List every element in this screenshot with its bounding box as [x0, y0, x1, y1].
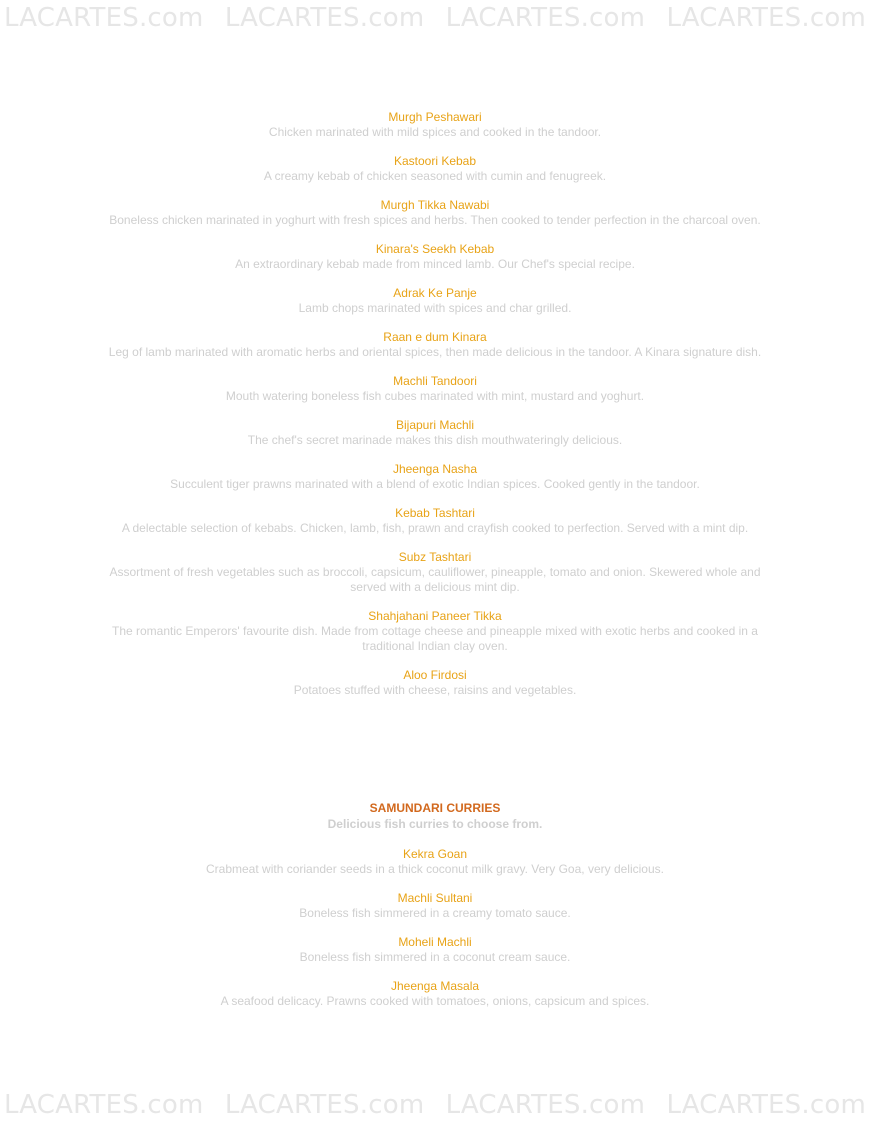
menu-item [95, 979, 775, 1009]
grill-menu-list [95, 110, 775, 712]
menu-item-name: Adrak Ke Panje [393, 286, 477, 300]
menu-item-name: Aloo Firdosi [403, 668, 467, 682]
watermark-text: LACARTES.com [4, 1090, 204, 1120]
menu-item [95, 506, 775, 536]
menu-item-description: Potatoes stuffed with cheese, raisins and vegetables. [293, 683, 577, 697]
menu-item [95, 242, 775, 272]
menu-item [95, 418, 775, 448]
menu-item-description: Mouth watering boneless fish cubes marinated with mint, mustard and yoghurt. [225, 389, 645, 403]
menu-item-name: Kastoori Kebab [393, 154, 477, 168]
menu-item [95, 935, 775, 965]
menu-item [95, 668, 775, 698]
menu-item-name: Murgh Tikka Nawabi [380, 198, 490, 212]
menu-item [95, 286, 775, 316]
menu-item-description: Chicken marinated with mild spices and cooked in the tandoor. [268, 125, 602, 139]
menu-item-description: A creamy kebab of chicken seasoned with cumin and fenugreek. [263, 169, 607, 183]
menu-item [95, 609, 775, 654]
watermark-text: LACARTES.com [224, 3, 425, 33]
menu-item-name: Jheenga Nasha [392, 462, 478, 476]
menu-item-description: Leg of lamb marinated with aromatic herbs and oriental spices, then made delicious in the tandoor. A Kinara signature dish. [108, 345, 762, 359]
menu-item-description: Succulent tiger prawns marinated with a blend of exotic Indian spices. Cooked gently in the tandoor. [170, 477, 700, 491]
menu-item [95, 462, 775, 492]
menu-item-description: Crabmeat with coriander seeds in a thick coconut milk gravy. Very Goa, very delicious. [206, 862, 664, 876]
section-title: SAMUNDARI CURRIES [369, 801, 501, 815]
menu-item-name: Kinara's Seekh Kebab [375, 242, 495, 256]
watermark-bottom [0, 1090, 870, 1124]
menu-item [95, 891, 775, 921]
menu-item-name: Moheli Machli [398, 935, 472, 949]
menu-item-description: A seafood delicacy. Prawns cooked with tomatoes, onions, capsicum and spices. [220, 994, 650, 1008]
menu-item-description: An extraordinary kebab made from minced lamb. Our Chef's special recipe. [235, 257, 635, 271]
watermark-top [0, 3, 870, 37]
menu-item [95, 330, 775, 360]
menu-item [95, 550, 775, 595]
menu-item-name: Jheenga Masala [390, 979, 480, 993]
menu-item-name: Subz Tashtari [398, 550, 472, 564]
menu-item-description: A delectable selection of kebabs. Chicken, lamb, fish, prawn and crayfish cooked to perfection. Served with a mint dip. [121, 521, 749, 535]
samundari-curries-section [95, 800, 775, 1023]
watermark-text: LACARTES.com [666, 3, 866, 33]
menu-item-description: Boneless fish simmered in a coconut cream sauce. [299, 950, 571, 964]
menu-item-name: Kebab Tashtari [395, 506, 475, 520]
menu-item [95, 847, 775, 877]
watermark-text: LACARTES.com [445, 1090, 646, 1120]
menu-item-description: Lamb chops marinated with spices and char grilled. [298, 301, 572, 315]
menu-item-name: Machli Sultani [397, 891, 473, 905]
menu-item [95, 110, 775, 140]
menu-item [95, 154, 775, 184]
menu-item-name: Raan e dum Kinara [383, 330, 487, 344]
watermark-text: LACARTES.com [4, 3, 204, 33]
menu-item-name: Kekra Goan [402, 847, 468, 861]
menu-item-name: Machli Tandoori [393, 374, 477, 388]
watermark-text: LACARTES.com [224, 1090, 425, 1120]
menu-item [95, 198, 775, 228]
menu-item-name: Bijapuri Machli [395, 418, 475, 432]
menu-item-description: Boneless fish simmered in a creamy tomato sauce. [299, 906, 571, 920]
section-subtitle: Delicious fish curries to choose from. [327, 817, 543, 831]
menu-item-description: The romantic Emperors' favourite dish. Made from cottage cheese and pineapple mixed with exotic herbs and cooked in a traditional Indian clay oven. [112, 624, 758, 653]
watermark-text: LACARTES.com [666, 1090, 866, 1120]
menu-item-description: Boneless chicken marinated in yoghurt with fresh spices and herbs. Then cooked to tender perfection in the charcoal oven. [109, 213, 761, 227]
menu-item-description: Assortment of fresh vegetables such as broccoli, capsicum, cauliflower, pineapple, tomato and onion. Skewered whole and served with a delicious mint dip. [109, 565, 761, 594]
menu-item-description: The chef's secret marinade makes this dish mouthwateringly delicious. [247, 433, 623, 447]
watermark-text: LACARTES.com [445, 3, 646, 33]
menu-item-name: Murgh Peshawari [388, 110, 482, 124]
menu-item [95, 374, 775, 404]
menu-item-name: Shahjahani Paneer Tikka [368, 609, 502, 623]
